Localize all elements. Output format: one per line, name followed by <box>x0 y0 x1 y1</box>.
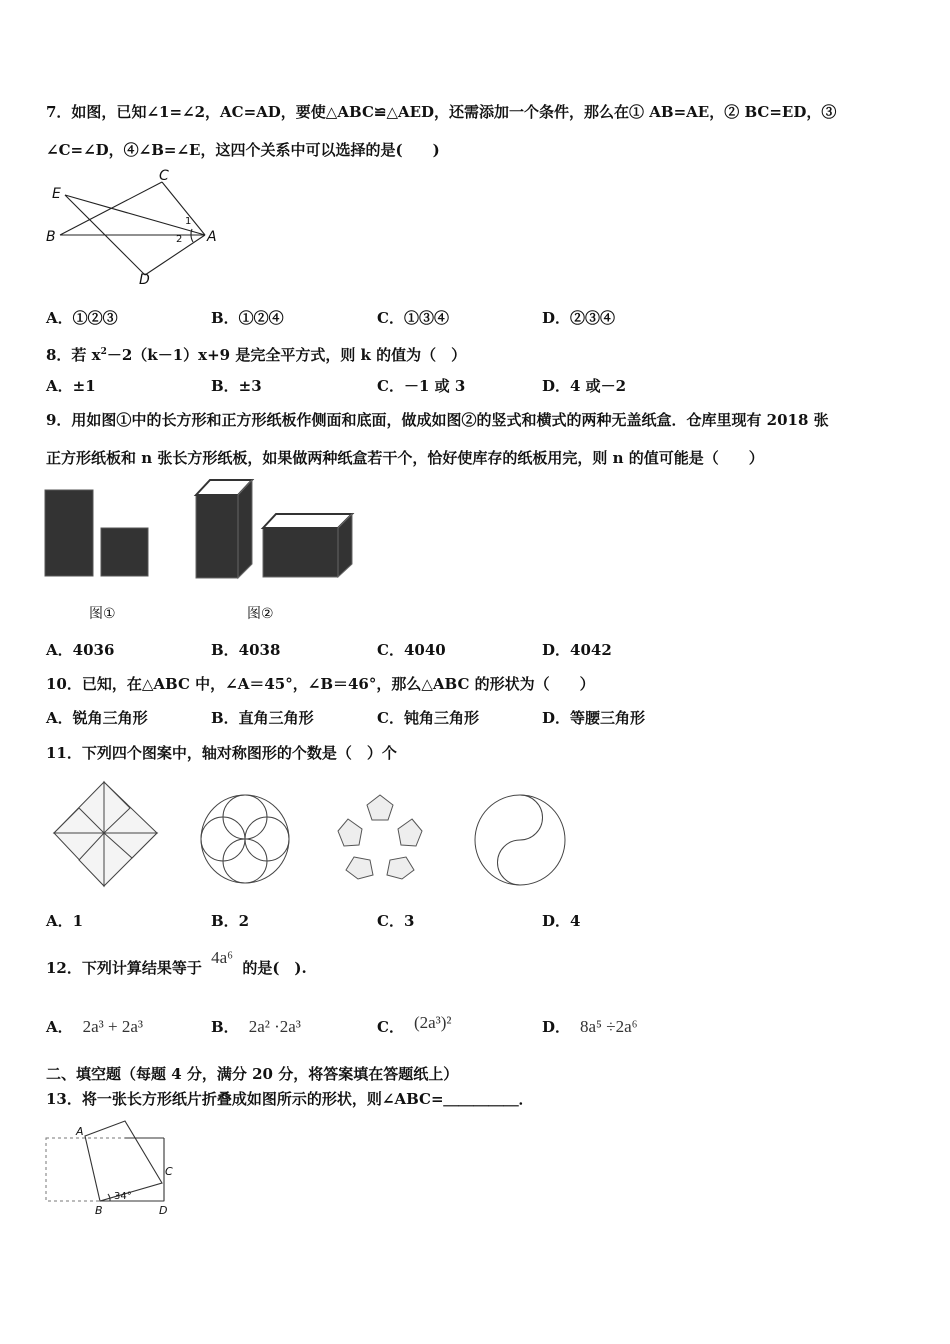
q12-text: 12．下列计算结果等于 4a⁶ 的是( ). <box>46 948 307 977</box>
q11-text: 11．下列四个图案中，轴对称图形的个数是（ ）个 <box>46 744 397 762</box>
q7-label-E: E <box>52 186 61 202</box>
q11-option-a[interactable]: A．1 <box>46 912 84 930</box>
q10-option-c[interactable]: C．钝角三角形 <box>377 709 479 727</box>
q13-label-angle: 34° <box>114 1191 132 1202</box>
pinwheel-pattern <box>52 780 162 888</box>
q9-text-line1: 9．用如图①中的长方形和正方形纸板作侧面和底面，做成如图②的竖式和横式的两种无盖纸盒．仓库里现有 2018 张 <box>46 411 829 429</box>
q7-option-c[interactable]: C．①③④ <box>377 309 449 327</box>
q7-option-b[interactable]: B．①②④ <box>211 309 284 327</box>
q9-fig1-label: 图① <box>89 606 116 622</box>
q7-triangle-figure <box>40 165 230 290</box>
q7-label-A: A <box>207 229 217 245</box>
q12-target-expression: 4a⁶ <box>211 948 234 967</box>
q12-option-d[interactable]: D． 8a⁵ ÷2a⁶ <box>542 1017 638 1036</box>
q7-label-angle2: 2 <box>176 234 183 245</box>
q10-option-d[interactable]: D．等腰三角形 <box>542 709 646 727</box>
q10-text: 10．已知，在△ABC 中，∠A＝45°，∠B＝46°，那么△ABC 的形状为（ ） <box>46 675 595 693</box>
q9-option-a[interactable]: A．4036 <box>46 641 115 659</box>
q8-text: 8．若 $x^2-2(k-1)x+9$ 是完全平方式，则 k 的值为（ ） <box>46 346 467 364</box>
q13-label-B: B <box>95 1204 103 1217</box>
q9-option-c[interactable]: C．4040 <box>377 641 446 659</box>
four-petal-circle-pattern <box>199 793 291 885</box>
q8-option-d[interactable]: D．4 或－2 <box>542 377 627 395</box>
q13-label-D: D <box>159 1204 168 1217</box>
q10-option-b[interactable]: B．直角三角形 <box>211 709 314 727</box>
section-title-fill-in: 二、填空题（每题 4 分，满分 20 分，将答案填在答题纸上） <box>46 1065 459 1083</box>
pentagon-ring-pattern <box>336 793 424 879</box>
q10-option-a[interactable]: A．锐角三角形 <box>46 709 148 727</box>
q7-label-angle1: 1 <box>185 216 192 227</box>
q13-text: 13．将一张长方形纸片折叠成如图所示的形状，则∠ABC=＿＿＿＿＿． <box>46 1090 534 1108</box>
yin-yang-curve-pattern <box>473 793 567 887</box>
q7-label-D: D <box>139 272 150 288</box>
q12-option-b[interactable]: B． 2a² ·2a³ <box>211 1017 301 1036</box>
q7-text-line2: ∠C=∠D，④∠B=∠E，这四个关系中可以选择的是( ) <box>46 141 440 159</box>
q7-option-d[interactable]: D．②③④ <box>542 309 616 327</box>
q9-text-line2: 正方形纸板和 n 张长方形纸板，如果做两种纸盒若干个，恰好使库存的纸板用完，则 n 的值可能是（ ） <box>46 449 764 467</box>
q13-label-A: A <box>76 1125 84 1138</box>
q8-option-a[interactable]: A．±1 <box>46 377 96 395</box>
q13-label-C: C <box>165 1165 173 1178</box>
q11-option-c[interactable]: C．3 <box>377 912 415 930</box>
q9-fig2-label: 图② <box>247 606 274 622</box>
q9-cardboard-figure <box>44 478 364 583</box>
q11-option-b[interactable]: B．2 <box>211 912 250 930</box>
q9-option-b[interactable]: B．4038 <box>211 641 281 659</box>
q7-text-line1: 7．如图，已知∠1=∠2，AC=AD，要使△ABC≌△AED，还需添加一个条件，那么在① AB=AE，② BC=ED，③ <box>46 103 837 121</box>
q8-option-b[interactable]: B．±3 <box>211 377 262 395</box>
q12-option-c[interactable]: C． (2a³)² <box>377 1013 452 1036</box>
q11-option-d[interactable]: D．4 <box>542 912 581 930</box>
q12-option-a[interactable]: A． 2a³ + 2a³ <box>46 1017 144 1036</box>
q7-label-B: B <box>46 229 56 245</box>
q7-option-a[interactable]: A．①②③ <box>46 309 118 327</box>
q9-option-d[interactable]: D．4042 <box>542 641 612 659</box>
q8-option-c[interactable]: C．－1 或 3 <box>377 377 466 395</box>
q7-label-C: C <box>159 168 169 184</box>
